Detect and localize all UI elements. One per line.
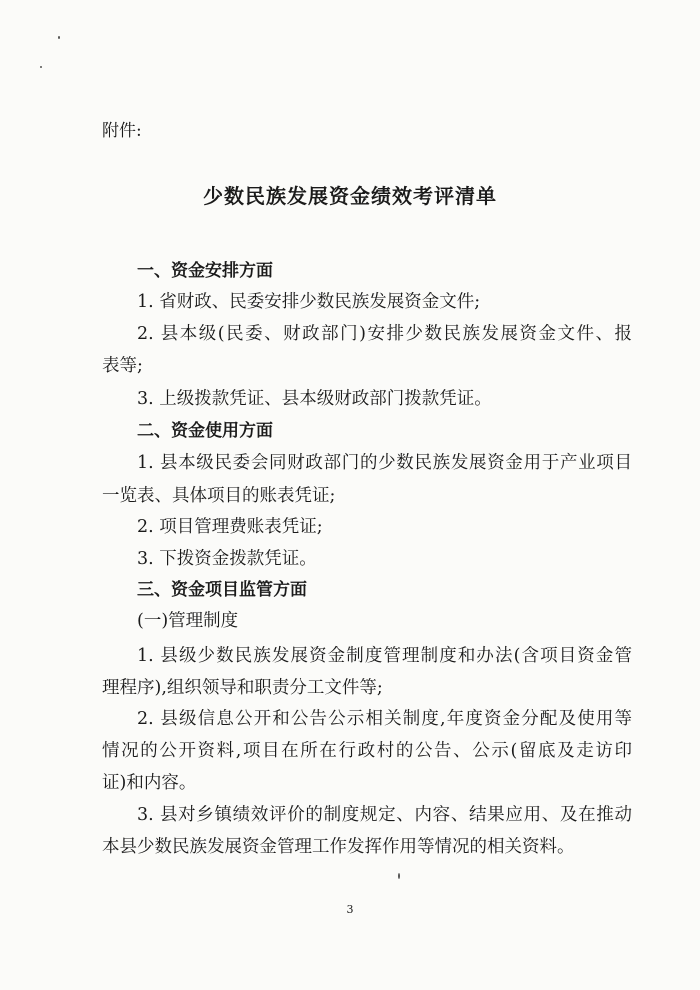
list-item: 2. 县本级(民委、财政部门)安排少数民族发展资金文件、报 — [137, 324, 632, 344]
list-item: 3. 下拨资金拨款凭证。 — [137, 549, 317, 569]
list-item: 2. 项目管理费账表凭证; — [137, 517, 323, 537]
list-item: 1. 省财政、民委安排少数民族发展资金文件; — [137, 292, 481, 312]
attachment-label: 附件: — [102, 121, 142, 141]
scan-speck — [40, 66, 42, 68]
list-item-continuation: 理程序),组织领导和职责分工文件等; — [102, 678, 383, 698]
section-heading: 二、资金使用方面 — [137, 421, 273, 441]
list-item-continuation: 情况的公开资料,项目在所在行政村的公告、公示(留底及走访印 — [102, 741, 632, 761]
list-item-continuation: 证)和内容。 — [102, 773, 197, 793]
scan-speck — [398, 873, 400, 879]
page-number: 3 — [346, 903, 354, 916]
subsection-heading: (一)管理制度 — [137, 611, 239, 631]
list-item-continuation: 一览表、具体项目的账表凭证; — [102, 486, 336, 506]
list-item-continuation: 本县少数民族发展资金管理工作发挥作用等情况的相关资料。 — [102, 837, 575, 857]
scan-speck — [58, 36, 60, 39]
list-item: 3. 县对乡镇绩效评价的制度规定、内容、结果应用、及在推动 — [137, 805, 632, 825]
section-heading: 三、资金项目监管方面 — [137, 580, 307, 600]
list-item: 1. 县级少数民族发展资金制度管理制度和办法(含项目资金管 — [137, 646, 632, 666]
document-title: 少数民族发展资金绩效考评清单 — [203, 184, 497, 208]
list-item-continuation: 表等; — [102, 356, 143, 376]
section-heading: 一、资金安排方面 — [137, 261, 273, 281]
list-item: 2. 县级信息公开和公告公示相关制度,年度资金分配及使用等 — [137, 709, 632, 729]
list-item: 3. 上级拨款凭证、县本级财政部门拨款凭证。 — [137, 389, 492, 409]
list-item: 1. 县本级民委会同财政部门的少数民族发展资金用于产业项目 — [137, 453, 632, 473]
